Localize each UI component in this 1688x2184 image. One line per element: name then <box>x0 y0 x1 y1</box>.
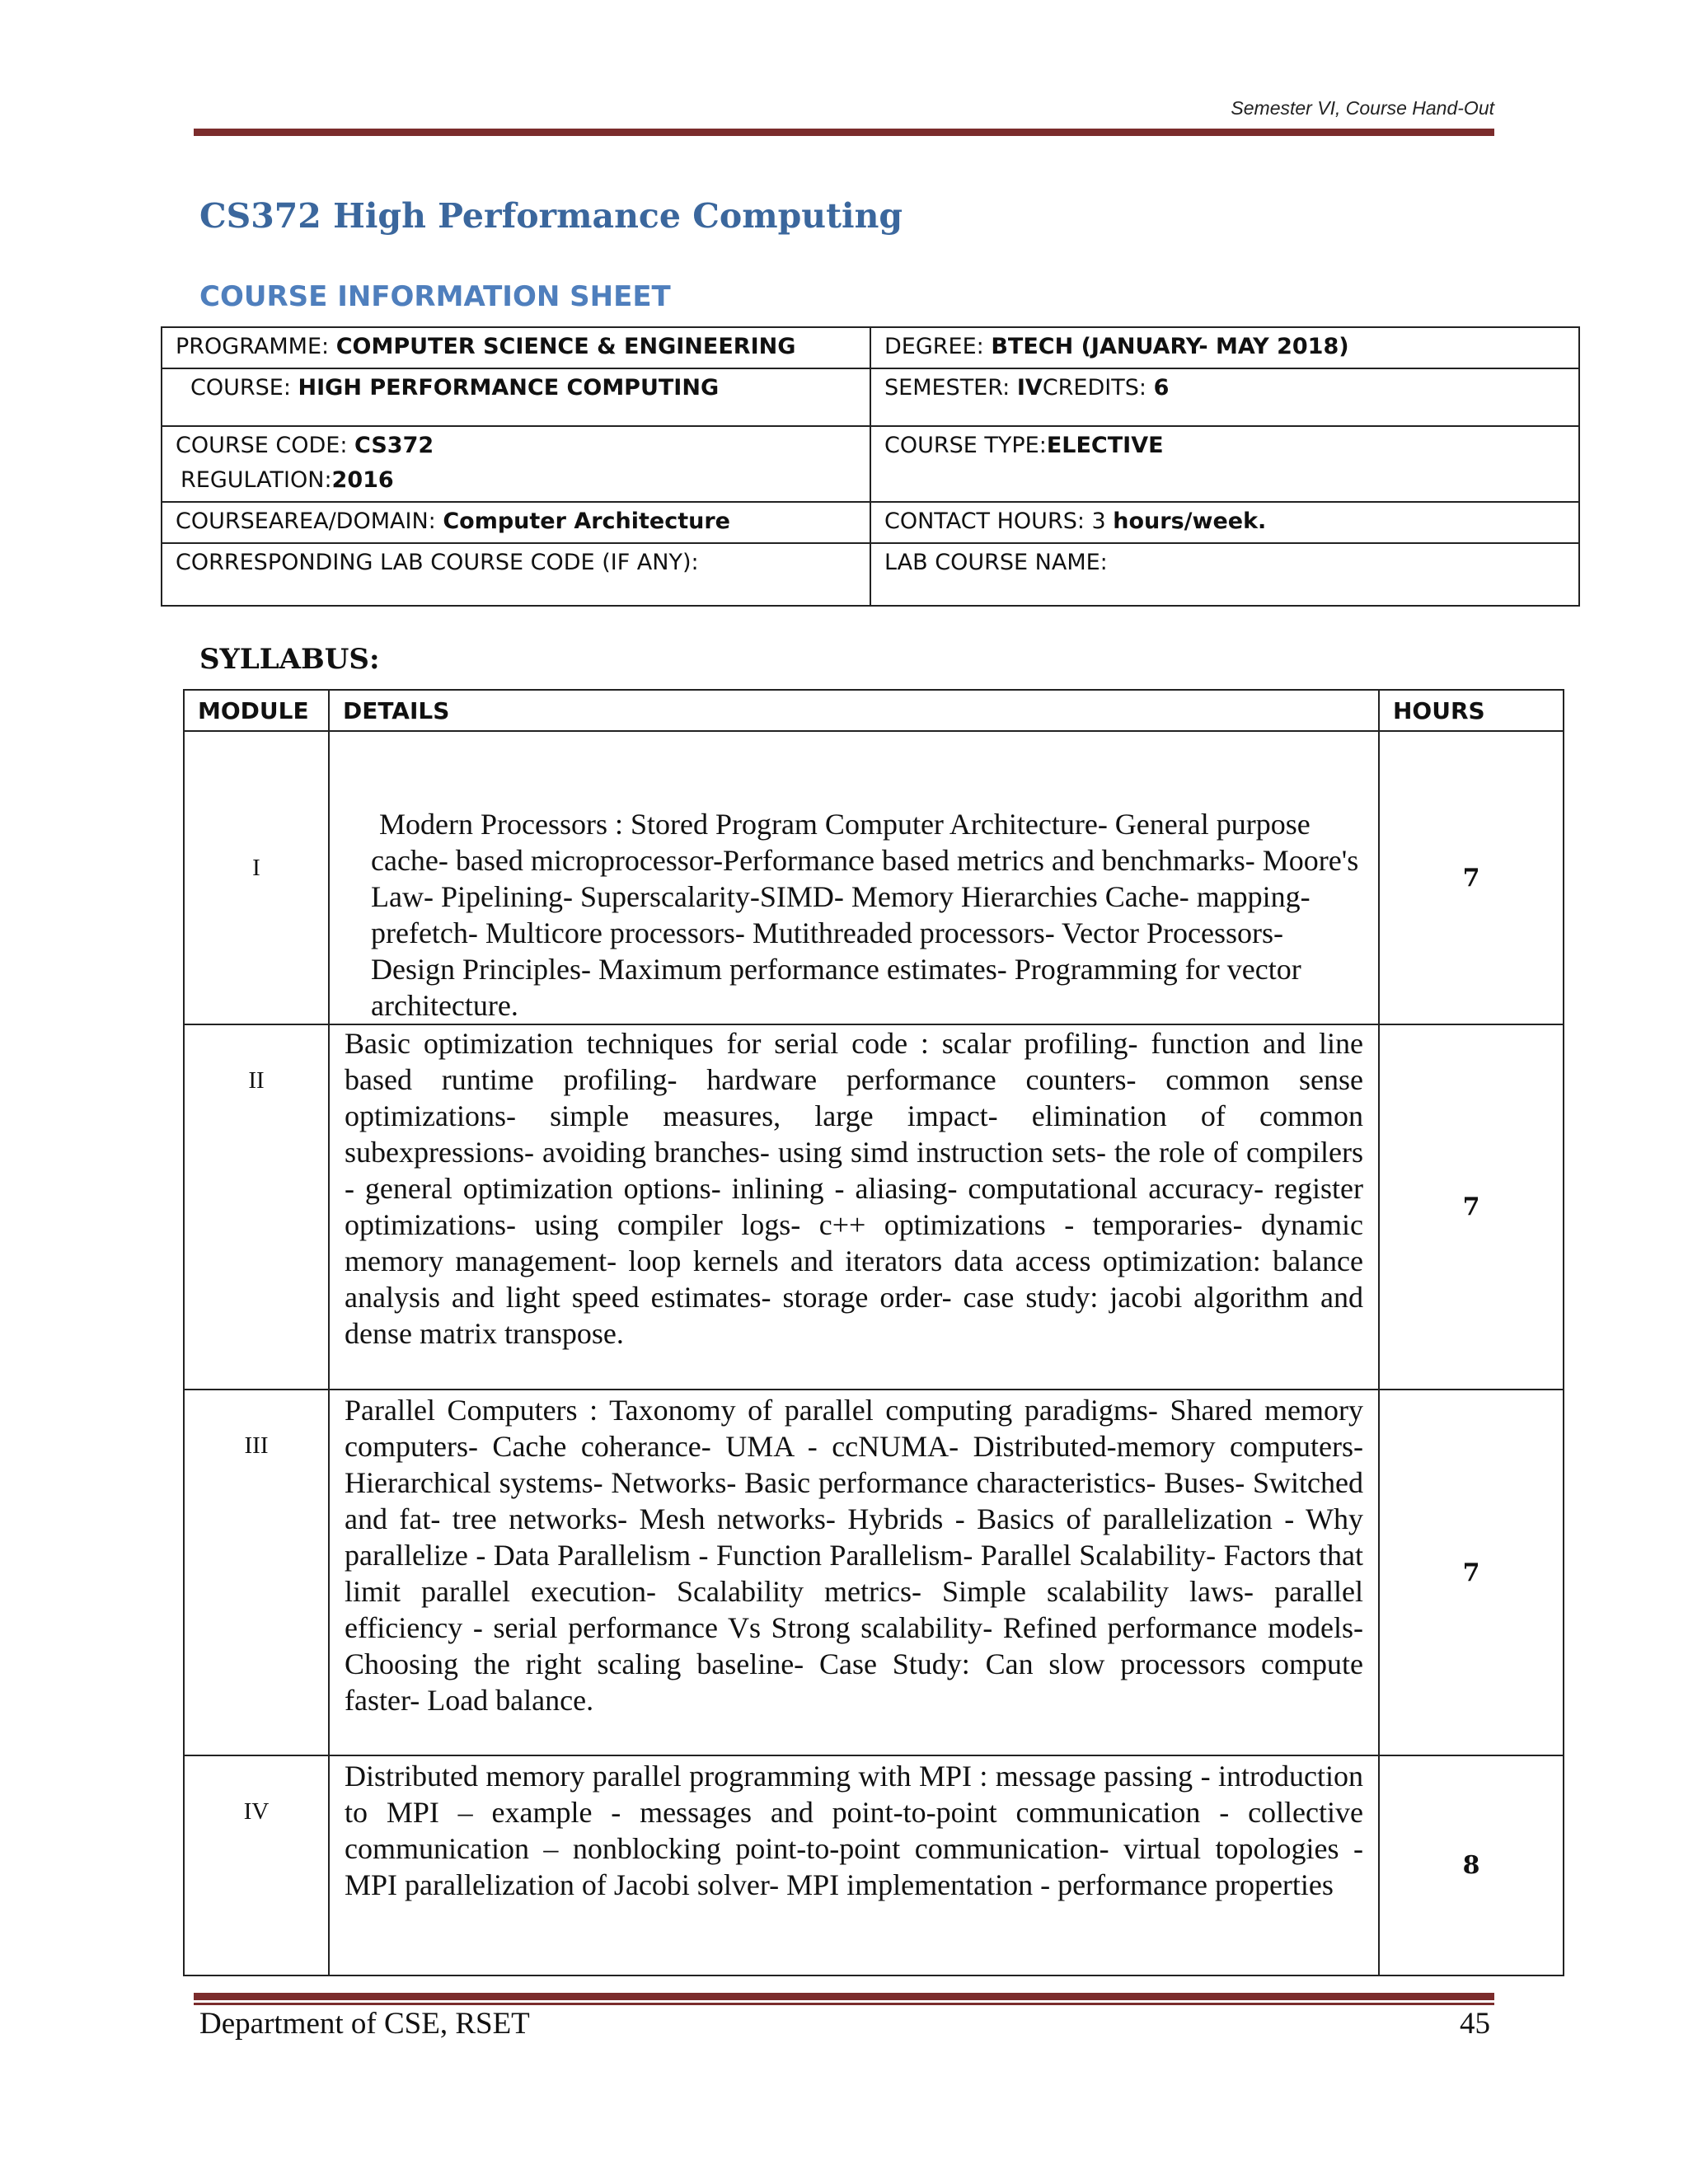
syllabus-row <box>184 1755 1564 1975</box>
regulation-label: REGULATION: <box>181 467 332 493</box>
module-hours: 7 <box>1462 863 1480 893</box>
course-label: COURSE: <box>190 375 298 401</box>
info-row <box>162 543 1579 606</box>
course-code-label: COURSE CODE: <box>176 433 355 458</box>
module-hours: 7 <box>1462 1193 1480 1221</box>
course-type-label: COURSE TYPE: <box>884 433 1047 458</box>
info-row <box>162 327 1579 368</box>
course-info-table <box>161 326 1580 607</box>
hours-cell <box>1379 731 1564 1024</box>
domain-cell <box>162 502 870 543</box>
page-number: 45 <box>1460 2007 1490 2041</box>
semester-value: IV <box>1016 375 1043 401</box>
degree-label: DEGREE: <box>884 334 992 359</box>
contact-hours-value: hours/week. <box>1113 509 1267 534</box>
info-row <box>162 502 1579 543</box>
course-value: HIGH PERFORMANCE COMPUTING <box>298 375 720 401</box>
footer-rule-thin <box>194 2003 1494 2005</box>
contact-hours-label: CONTACT HOURS: 3 <box>884 509 1114 534</box>
module-number: II <box>248 1067 265 1094</box>
footer-department: Department of CSE, RSET <box>199 2007 530 2041</box>
section-title-course-info: COURSE INFORMATION SHEET <box>199 280 671 313</box>
syllabus-row <box>184 1024 1564 1390</box>
contact-hours-cell <box>870 502 1579 543</box>
course-type-cell <box>870 426 1579 502</box>
hours-cell <box>1379 1755 1564 1975</box>
domain-value: Computer Architecture <box>443 509 730 534</box>
module-cell <box>184 1390 329 1755</box>
page-title: CS372 High Performance Computing <box>199 196 903 236</box>
details-header: DETAILS <box>329 690 1379 731</box>
details-cell <box>329 1390 1379 1755</box>
module-cell <box>184 1024 329 1390</box>
course-code-cell <box>162 426 870 502</box>
lab-code-cell <box>162 543 870 606</box>
programme-label: PROGRAMME: <box>176 334 336 359</box>
course-type-value: ELECTIVE <box>1046 433 1164 458</box>
module-number: I <box>252 855 260 881</box>
hours-header: HOURS <box>1379 690 1564 731</box>
domain-label: COURSEAREA/DOMAIN: <box>176 509 443 534</box>
lab-code-label: CORRESPONDING LAB COURSE CODE (IF ANY): <box>176 550 699 575</box>
details-cell <box>329 1024 1379 1390</box>
module-cell <box>184 1755 329 1975</box>
module-details: Distributed memory parallel programming with MPI : message passing - introduction to MPI – example - messages and point-to-point communication - collective communication – nonblocking point-to-point communication- virtual topologies - MPI parallelization of Jacobi solver- MPI implementation - performance properties <box>345 1760 1363 1901</box>
details-cell <box>329 1755 1379 1975</box>
semester-cell <box>870 368 1579 426</box>
hours-cell <box>1379 1024 1564 1390</box>
degree-cell <box>870 327 1579 368</box>
syllabus-row <box>184 731 1564 1024</box>
footer-rule <box>194 1993 1494 2000</box>
syllabus-row <box>184 1390 1564 1755</box>
info-row <box>162 368 1579 426</box>
module-hours: 8 <box>1462 1851 1480 1880</box>
details-cell <box>329 731 1379 1024</box>
module-cell <box>184 731 329 1024</box>
lab-name-cell <box>870 543 1579 606</box>
module-number: III <box>244 1432 269 1459</box>
programme-cell <box>162 327 870 368</box>
module-details: Basic optimization techniques for serial code : scalar profiling- function and line based runtime profiling- hardware performance counters- common sense optimizations- simple measures, large impact- elimination of common subexpressions- avoiding branches- using simd instruction sets- the role of compilers - general optimization options- inlining - aliasing- computational accuracy- register optimizations- using compiler logs- c++ optimizations - temporaries- dynamic memory management- loop kernels and iterators data access optimization: balance analysis and light speed estimates- storage order- case study: jacobi algorithm and dense matrix transpose. <box>345 1027 1363 1350</box>
info-row <box>162 426 1579 502</box>
header-rule <box>194 129 1494 136</box>
header-note: Semester VI, Course Hand-Out <box>1231 97 1494 119</box>
degree-value: BTECH (JANUARY- MAY 2018) <box>991 334 1349 359</box>
credits-label: CREDITS: <box>1042 375 1154 401</box>
module-details: Modern Processors : Stored Program Computer Architecture- General purpose cache- based microprocessor-Performance based metrics and benchmarks- Moore's Law- Pipelining- Superscalarity-SIMD- Memory Hierarchies Cache- mapping- prefetch- Multicore processors- Mutithreaded processors- Vector Processors- Design Principles- Maximum performance estimates- Programming for vector architecture. <box>371 808 1359 1022</box>
course-cell <box>162 368 870 426</box>
syllabus-table <box>183 689 1564 1976</box>
syllabus-heading: SYLLABUS: <box>199 643 380 676</box>
credits-value: 6 <box>1153 375 1170 401</box>
semester-label: SEMESTER: <box>884 375 1017 401</box>
module-hours: 7 <box>1462 1558 1480 1587</box>
syllabus-header-row <box>184 690 1564 731</box>
module-number: IV <box>243 1798 270 1825</box>
module-header: MODULE <box>184 690 329 731</box>
hours-cell <box>1379 1390 1564 1755</box>
programme-value: COMPUTER SCIENCE & ENGINEERING <box>335 334 796 359</box>
regulation-value: 2016 <box>331 467 394 493</box>
module-details: Parallel Computers : Taxonomy of parallel computing paradigms- Shared memory computers- Cache coherance- UMA - ccNUMA- Distributed-memory computers- Hierarchical systems- Networks- Basic performance characteristics- Buses- Switched and fat- tree networks- Mesh networks- Hybrids - Basics of parallelization - Why parallelize - Data Parallelism - Function Parallelism- Parallel Scalability- Factors that limit parallel execution- Scalability metrics- Simple scalability laws- parallel efficiency - serial performance Vs Strong scalability- Refined performance models- Choosing the right scaling baseline- Case Study: Can slow processors compute faster- Load balance. <box>345 1394 1363 1717</box>
course-code-value: CS372 <box>354 433 434 458</box>
lab-name-label: LAB COURSE NAME: <box>884 550 1108 575</box>
